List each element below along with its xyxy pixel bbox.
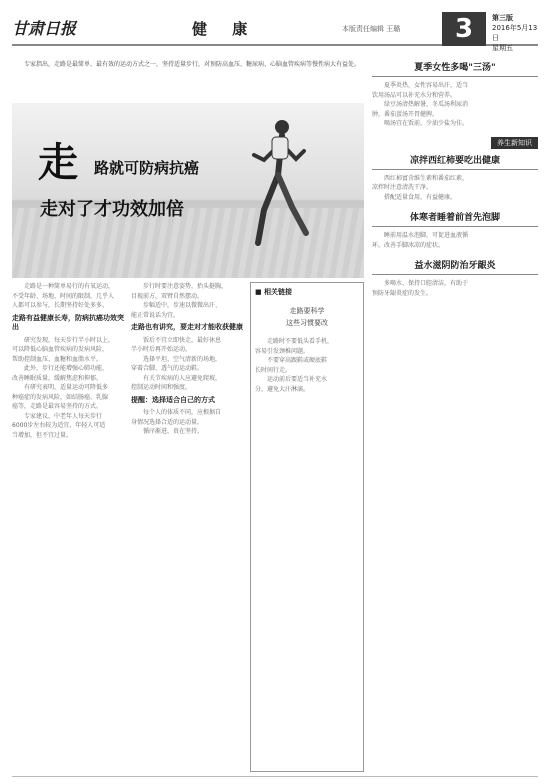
related-link-label: ■ 相关链接 [255,288,293,296]
editor-credit: 本版责任编辑 王璐 [342,25,401,33]
related-link-title-2: 这些习惯要改 [286,319,328,327]
page-header [12,12,538,52]
related-link-body: 走路时不要低头看手机， 容易引发颈椎问题。 不要穿高跟鞋或硬底鞋 长时间行走。 运动前后要适当补充水 分，避免大汗淋漓。 [255,338,334,393]
runner-figure [244,115,314,255]
lead-paragraph: 专家指出，走路是最简单、最有效的运动方式之一，坚持适量步行，对预防高血压、糖尿病、心脑血管疾病等慢性病大有益处。 [24,61,361,68]
column-subhead-1: 走路有益健康长寿，防病抗癌功效突出 [12,313,124,331]
right-headline-3: 体寒者睡着前首先泡脚 [372,210,538,227]
right-headline-2: 凉拌西红柿要吃出健康 [372,153,538,170]
right-article-1: 夏季炎热，女性容易出汗，适当 饮用汤品可以补充水分和营养。 绿豆汤清热解暑，冬瓜汤利尿消 肿，番茄蛋汤开胃健脾。 喝汤宜在饭前，少油少盐为佳。 [372,82,469,127]
article-column-1: 走路是一种简单易行的有氧运动， 不受年龄、场地、时间的限制，几乎人 人都可以参与，长期坚持好处多多。 走路有益健康长寿，防病抗癌功效突出 研究发现，每天步行半小时以上， 可以降低心脑血管疾病的发病风险， 帮助控制血压、血糖和血脂水平。 此外，步行还能增强心肺功能， 改善睡眠质量，缓解焦虑和抑郁。 有研究表明，适量运动可降低多 种癌症的发病风险，如结肠癌、乳腺 癌等，走路是最容易坚持的方式。 专家建议，中老年人每天步行 6000步左右较为适宜，年轻人可适 当增加，但不宜过量。 [12,283,124,439]
hero-title-1: 路就可防病抗癌 [94,159,200,177]
page-number: 3 [442,12,486,46]
related-link-title-1: 走路要科学 [289,307,325,315]
issue-info [492,13,538,53]
right-column [372,60,538,298]
hero-image [12,103,364,278]
hero-title-2: 走对了才功效加倍 [40,199,184,220]
issue-weekday: 星期五 [492,44,513,52]
article-column-2: 步行时要注意姿势，抬头挺胸， 目视前方，双臂自然摆动。 步幅适中，步速以微微出汗、 能正常说话为宜。 走路也有讲究，要走对才能收获健康 饭后不宜立即快走，最好休息 半小时后再开始运动。 选择平坦、空气清新的场地， 穿着合脚、透气的运动鞋。 有关节疾病的人应避免爬坡， 控制运动时间和强度。 提醒：选择适合自己的方式 每个人的体质不同，应根据自 身情况选择合适的运动量。 循序渐进，贵在坚持。 [131,283,243,435]
hero-big-char: 走 [38,139,78,186]
right-headline-1: 夏季女性多喝"三汤" [372,60,538,77]
issue-label: 第三版 [492,14,513,22]
masthead: 甘肃日报 [12,19,77,38]
column-subhead-2: 走路也有讲究，要走对才能收获健康 [131,323,243,331]
section-title: 健 康 [192,20,258,38]
right-article-2: 西红柿富含维生素和番茄红素， 凉拌时注意清洗干净。 搭配适量食用，有益健康。 [372,174,469,201]
right-article-3: 睡前用温水泡脚，可促进血液循 环，改善手脚冰凉的症状。 [372,232,469,249]
right-headline-4: 益水滋阴防治牙龈炎 [372,258,538,275]
section-banner: 养生新知识 [491,137,538,149]
footer-rule [12,776,538,777]
column-subhead-3: 提醒：选择适合自己的方式 [131,395,215,404]
related-link-box [250,282,364,772]
right-article-4: 多喝水、保持口腔清洁，有助于 预防牙龈炎症的发生。 [372,280,469,297]
issue-date: 2016年5月13日 [492,24,538,42]
